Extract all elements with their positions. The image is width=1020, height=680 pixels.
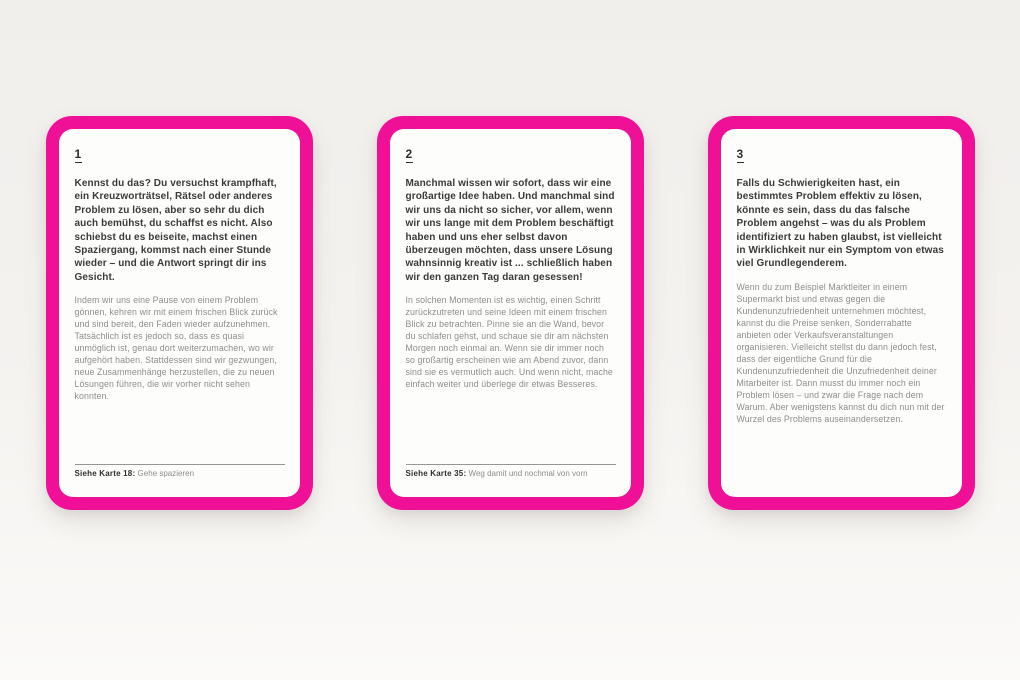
card-1-lead-text: Kennst du das? Du versuchst krampfhaft, ein Kreuzworträtsel, Rätsel oder anderes Problem zu lösen, aber so sehr du dich auch bemühst, du schaffst es nicht. Also schiebst du es beiseite, machst einen Spaziergang, kommst nach einer Stunde wieder – und die Antwort springt dir ins Gesicht.	[74, 178, 277, 283]
card-2-lead-text: Manchmal wissen wir sofort, dass wir eine großartige Idee haben. Und manchmal sind wir uns da nicht so sicher, vor allem, wenn wir uns lange mit dem Problem beschäftigt haben und uns eher selbst davon überzeugen möchten, dass unsere Lösung wahnsinnig kreativ ist ... schließlich haben wir den ganzen Tag daran gesessen!	[405, 178, 615, 283]
card-2-footer-divider	[406, 464, 616, 465]
card-1-body-text: Indem wir uns eine Pause von einem Problem gönnen, kehren wir mit einem frischen Blick zurück und sind bereit, den Faden wieder aufzunehmen. Tatsächlich ist es jedoch so, dass es quasi unmöglich ist, genau dort weiterzumachen, wo wir aufgehört haben. Stattdessen sind wir gezwungen, neue Zusammenhänge herzustellen, die zu neuen Lösungen führen, die wir vorher nicht sehen konnten.	[74, 295, 278, 402]
card-2-footer-hint: Weg damit und nochmal von vorn	[468, 469, 588, 478]
card-2-number-text: 2	[405, 147, 413, 161]
card-1-footer-reference: Siehe Karte 18:	[74, 469, 136, 478]
card-1-footer-line	[75, 469, 285, 479]
cards-row	[0, 116, 1020, 510]
method-card-2	[377, 116, 644, 510]
card-2-footer	[406, 464, 616, 479]
card-3-number	[737, 148, 947, 163]
card-1-footer-hint: Gehe spazieren	[137, 469, 195, 478]
card-2-footer-reference: Siehe Karte 35:	[405, 469, 467, 478]
card-3-lead-text: Falls du Schwierigkeiten hast, ein bestimmtes Problem effektiv zu lösen, könnte es sein, dass du das falsche Problem angehst – was du als Problem identifiziert zu haben glaubst, ist vielleicht in Wirklichkeit nur ein Symptom von etwas viel Grundlegenderem.	[736, 178, 944, 270]
card-1-footer-divider	[75, 464, 285, 465]
card-1-number	[75, 148, 285, 163]
card-1-face	[59, 129, 300, 497]
card-3-number-text: 3	[736, 147, 744, 161]
card-2-number	[406, 148, 616, 163]
card-1-footer	[75, 464, 285, 479]
method-card-1	[46, 116, 313, 510]
card-2-body-text: In solchen Momenten ist es wichtig, einen Schritt zurückzutreten und seine Ideen mit einem frischen Blick zu betrachten. Pinne sie an die Wand, bevor du schlafen gehst, und schaue sie dir am nächsten Morgen noch einmal an. Wenn sie dir immer noch so großartig erscheinen wie am Abend zuvor, dann sind sie es vermutlich auch. Und wenn nicht, mache einfach weiter und überlege dir etwas Besseres.	[405, 295, 613, 390]
method-card-3	[708, 116, 975, 510]
card-1-number-text: 1	[74, 147, 82, 161]
card-3-body-text: Wenn du zum Beispiel Marktleiter in einem Supermarkt bist und etwas gegen die Kundenunzufriedenheit unternehmen möchtest, kannst du die Preise senken, Sonderrabatte anbieten oder Verkaufsveranstaltungen organisieren. Vielleicht stellst du dann jedoch fest, dass der eigentliche Grund für die Kundenunzufriedenheit die Unzufriedenheit deiner Mitarbeiter ist. Dann musst du immer noch ein Problem lösen – und zwar die Frage nach dem Warum. Aber wenigstens kannst du dich nun mit der Wurzel des Problems auseinandersetzen.	[736, 281, 945, 424]
card-3-face	[721, 129, 962, 497]
card-2-footer-line	[406, 469, 616, 479]
card-2-face	[390, 129, 631, 497]
